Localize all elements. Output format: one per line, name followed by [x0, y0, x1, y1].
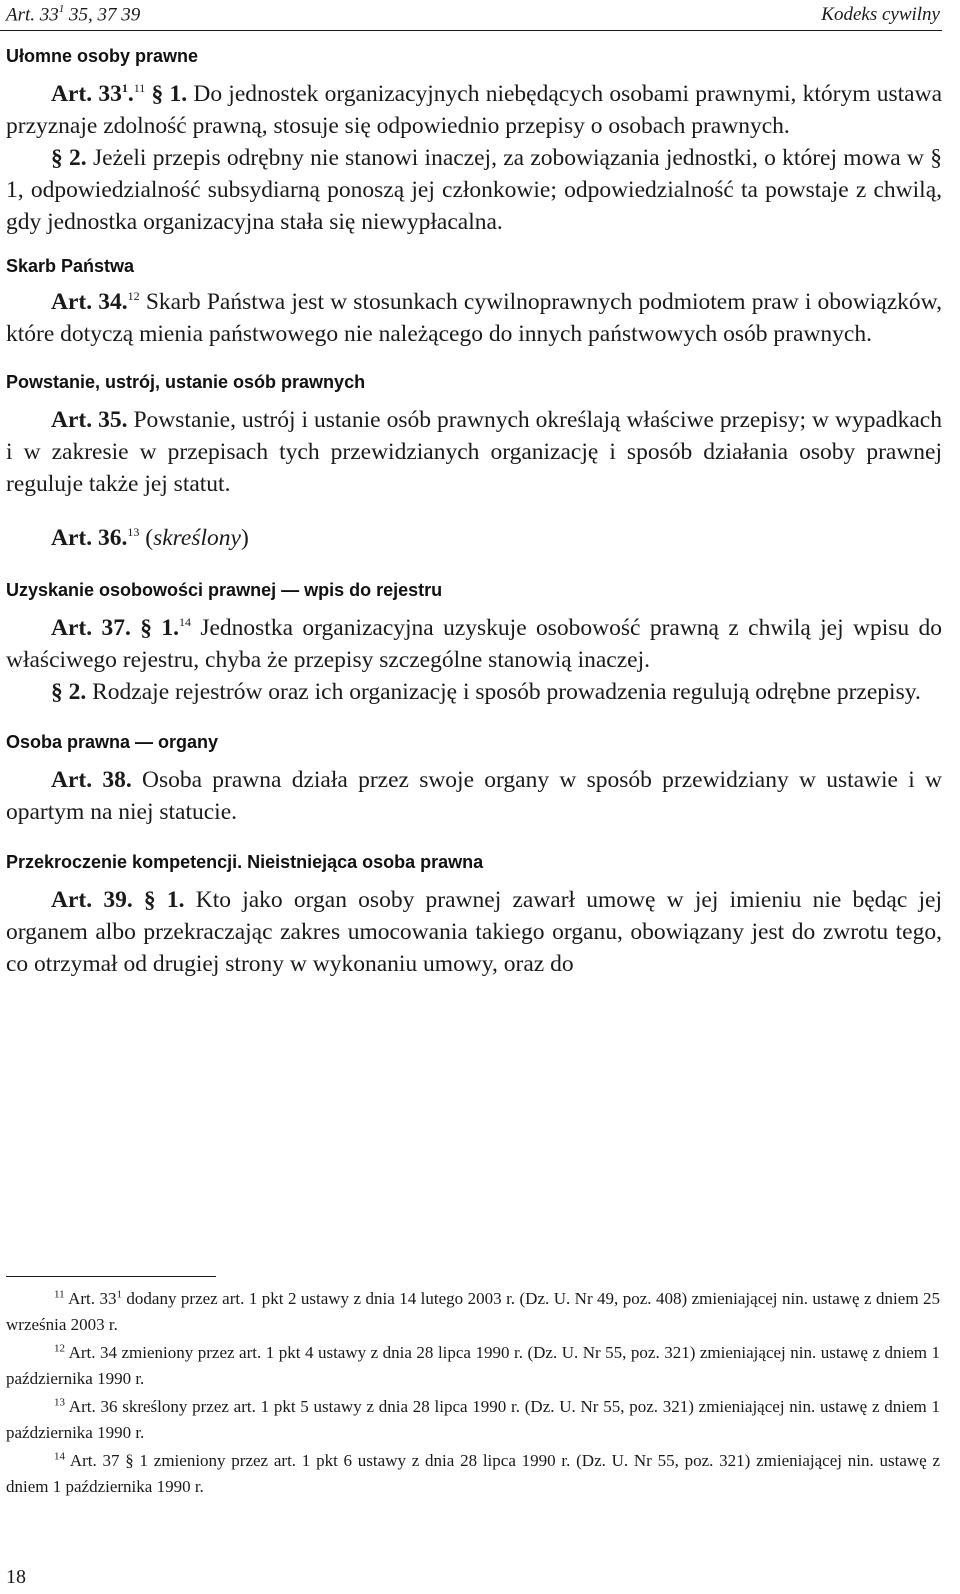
page-number: 18 — [6, 1566, 26, 1588]
footnote-ref-13[interactable]: 13 — [127, 525, 140, 540]
footnote-ref-11[interactable]: 11 — [133, 81, 146, 96]
footnote-divider — [6, 1276, 216, 1277]
heading-art-38: Osoba prawna — organy — [6, 732, 219, 752]
art-37-para-2: § 2. Rodzaje rejestrów oraz ich organizację i sposób prowadzenia regulują odrębne przepisy. — [51, 679, 921, 705]
header-article-range: Art. $33^1$ 35, 37 39 — [6, 3, 141, 26]
art-34-label: Art. 34. — [51, 289, 128, 315]
art-36-label: Art. 36. — [51, 525, 128, 551]
art-39-label: Art. 39. — [51, 887, 133, 913]
header-title: Kodeks cywilny — [821, 4, 940, 25]
art-33-1-para-1: Art. $33^1.^{11}$ § 1. Do jednostek organizacyjnych niebędących osobami prawnymi, którym ustawa przyznaje zdolność prawną, stosuje się odpowiednio przepisy o osobach prawnych. — [6, 81, 943, 139]
heading-art-35: Powstanie, ustrój, ustanie osób prawnych — [6, 372, 366, 392]
heading-art-37: Uzyskanie osobowości prawnej — wpis do rejestru — [6, 580, 443, 600]
footnote-13: $^{13}$ Art. 36 skreślony przez art. 1 pkt 5 ustawy z dnia 28 lipca 1990 r. (Dz. U. Nr 55, poz. 321) zmieniającej nin. ustawę z dniem 1 października 1990 r. — [6, 1396, 940, 1442]
art-36-para: Art. 36.13 (skreślony) — [51, 525, 249, 551]
running-header — [0, 0, 942, 31]
art-34-para: Art. 34.12 Skarb Państwa jest w stosunkach cywilnoprawnych podmiotem praw i obowiązków, które dotyczą mienia państwowego nie należącego do innych państwowych osób prawnych. — [6, 289, 942, 347]
footnotes — [6, 1286, 940, 1502]
art-35-para: Art. 35. Powstanie, ustrój i ustanie osób prawnych określają właściwe przepisy; w wypadkach i w zakresie w przepisach tych przewidzianych organizację i sposób działania osoby prawnej reguluje także jej statut. — [6, 407, 942, 497]
heading-art-33-1: Ułomne osoby prawne — [6, 46, 199, 66]
heading-art-34: Skarb Państwa — [6, 256, 135, 276]
art-33-1-para-2: § 2. Jeżeli przepis odrębny nie stanowi inaczej, za zobowiązania jednostki, o której mowa w § 1, odpowiedzialność subsydiarną ponoszą jej członkowie; odpowiedzialność ta powstaje z chwilą, gdy jednostka organizacyjna stała się niewypłacalna. — [6, 145, 942, 235]
art-33-1-label: Art. $33^1$. — [51, 81, 134, 107]
main-text — [6, 44, 942, 980]
art-38-label: Art. 38. — [51, 767, 132, 793]
heading-art-39: Przekroczenie kompetencji. Nieistniejąca osoba prawna — [6, 852, 484, 872]
footnote-ref-14[interactable]: 14 — [178, 615, 191, 630]
art-35-label: Art. 35. — [51, 407, 128, 433]
footnote-11: $^{11}$ Art. $33^1$ dodany przez art. 1 pkt 2 ustawy z dnia 14 lutego 2003 r. (Dz. U. Nr 49, poz. 408) zmieniającej nin. ustawę z dniem 25 września 2003 r. — [6, 1288, 940, 1334]
footnote-12: $^{12}$ Art. 34 zmieniony przez art. 1 pkt 4 ustawy z dnia 28 lipca 1990 r. (Dz. U. Nr 55, poz. 321) zmieniającej nin. ustawę z dniem 1 października 1990 r. — [6, 1342, 940, 1388]
art-37-label: Art. 37. — [51, 615, 131, 641]
footnote-14: $^{14}$ Art. 37 § 1 zmieniony przez art. 1 pkt 6 ustawy z dnia 28 lipca 1990 r. (Dz. U. Nr 55, poz. 321) zmieniającej nin. ustawę z dniem 1 października 1990 r. — [6, 1450, 940, 1496]
footnote-ref-12[interactable]: 12 — [127, 289, 140, 304]
art-39-para-1: Art. 39. § 1. Kto jako organ osoby prawnej zawarł umowę w jej imieniu nie będąc jej organem albo przekraczając zakres umocowania takiego organu, obowiązany jest do zwrotu tego, co otrzymał od drugiej strony w wykonaniu umowy, oraz do — [6, 887, 942, 977]
art-38-para: Art. 38. Osoba prawna działa przez swoje organy w sposób przewidziany w ustawie i w opartym na niej statucie. — [6, 767, 942, 825]
art-37-para-1: Art. 37. § 1.14 Jednostka organizacyjna uzyskuje osobowość prawną z chwilą jej wpisu do właściwego rejestru, chyba że przepisy szczególne stanowią inaczej. — [6, 615, 943, 673]
